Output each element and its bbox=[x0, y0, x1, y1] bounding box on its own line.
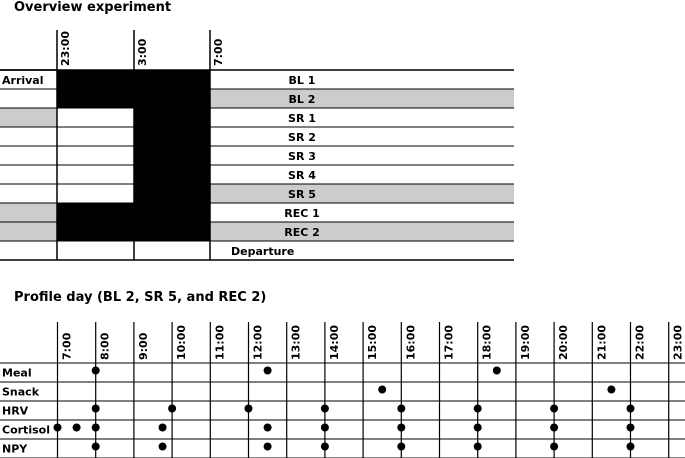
sample-dot-hrv bbox=[550, 405, 558, 413]
row-label-snack: Snack bbox=[2, 385, 40, 399]
sample-dot-cortisol bbox=[264, 424, 272, 432]
highlight-row-rec-2 bbox=[210, 222, 514, 241]
sample-dot-cortisol bbox=[627, 424, 635, 432]
sample-dot-npy bbox=[264, 443, 272, 451]
hour-label: 13:00 bbox=[289, 324, 303, 360]
sample-dot-npy bbox=[92, 443, 100, 451]
evening-block-rec2 bbox=[0, 222, 57, 241]
sample-dot-meal bbox=[92, 367, 100, 375]
sample-dot-cortisol bbox=[159, 424, 167, 432]
hour-label: 18:00 bbox=[480, 324, 494, 360]
evening-block-rec1 bbox=[0, 203, 57, 222]
hour-label: 10:00 bbox=[175, 324, 189, 360]
sample-dot-hrv bbox=[474, 405, 482, 413]
hour-label: 14:00 bbox=[327, 324, 341, 360]
hour-label: 21:00 bbox=[595, 324, 609, 360]
sample-dot-meal bbox=[493, 367, 501, 375]
time-marker-label: 7:00 bbox=[212, 38, 225, 66]
hour-label: 9:00 bbox=[136, 332, 150, 360]
day-label-sr-1: SR 1 bbox=[288, 112, 316, 125]
hour-label: 15:00 bbox=[366, 324, 380, 360]
sample-dot-cortisol bbox=[92, 424, 100, 432]
day-label-sr-3: SR 3 bbox=[288, 150, 316, 163]
row-label-hrv: HRV bbox=[2, 404, 29, 418]
highlight-row-sr-5 bbox=[210, 184, 514, 203]
sample-dot-meal bbox=[264, 367, 272, 375]
sample-dot-cortisol bbox=[397, 424, 405, 432]
sample-dot-npy bbox=[550, 443, 558, 451]
sample-dot-npy bbox=[474, 443, 482, 451]
sample-dot-cortisol bbox=[550, 424, 558, 432]
hour-label: 12:00 bbox=[251, 324, 265, 360]
day-label-bl-1: BL 1 bbox=[288, 74, 316, 87]
sample-dot-npy bbox=[159, 443, 167, 451]
profile-chart bbox=[0, 322, 685, 458]
profile-title: Profile day (BL 2, SR 5, and REC 2) bbox=[14, 290, 267, 305]
sample-dot-hrv bbox=[168, 405, 176, 413]
row-label-npy: NPY bbox=[2, 442, 28, 456]
sample-dot-snack bbox=[378, 386, 386, 394]
sample-dot-npy bbox=[627, 443, 635, 451]
hour-label: 11:00 bbox=[213, 324, 227, 360]
sample-dot-snack bbox=[607, 386, 615, 394]
sample-dot-npy bbox=[321, 443, 329, 451]
time-marker-label: 3:00 bbox=[136, 38, 149, 66]
sample-dot-cortisol bbox=[321, 424, 329, 432]
row-label-meal: Meal bbox=[2, 366, 32, 380]
sample-dot-cortisol bbox=[73, 424, 81, 432]
time-marker-label: 23:00 bbox=[59, 30, 72, 66]
sample-dot-hrv bbox=[92, 405, 100, 413]
sample-dot-hrv bbox=[245, 405, 253, 413]
day-label-rec-2: REC 2 bbox=[284, 226, 320, 239]
hour-label: 23:00 bbox=[671, 324, 685, 360]
hour-label: 7:00 bbox=[60, 332, 74, 360]
sample-dot-cortisol bbox=[54, 424, 62, 432]
day-label-departure: Departure bbox=[231, 245, 295, 258]
hour-label: 8:00 bbox=[98, 332, 112, 360]
hour-label: 16:00 bbox=[404, 324, 418, 360]
hour-label: 19:00 bbox=[518, 324, 532, 360]
day-label-bl-2: BL 2 bbox=[288, 93, 316, 106]
sample-dot-hrv bbox=[321, 405, 329, 413]
sample-dot-cortisol bbox=[474, 424, 482, 432]
row-label-cortisol: Cortisol bbox=[2, 423, 50, 437]
sleep-block-restriction bbox=[134, 108, 210, 203]
day-label-sr-4: SR 4 bbox=[288, 169, 316, 182]
evening-block-sr1 bbox=[0, 108, 57, 127]
hour-label: 20:00 bbox=[557, 324, 571, 360]
overview-title: Overview experiment bbox=[14, 0, 172, 15]
day-label-sr-2: SR 2 bbox=[288, 131, 316, 144]
hour-label: 22:00 bbox=[633, 324, 647, 360]
hour-label: 17:00 bbox=[442, 324, 456, 360]
highlight-row-bl-2 bbox=[210, 89, 514, 108]
day-label-rec-1: REC 1 bbox=[284, 207, 320, 220]
day-label-sr-5: SR 5 bbox=[288, 188, 316, 201]
sample-dot-hrv bbox=[627, 405, 635, 413]
sample-dot-npy bbox=[397, 443, 405, 451]
arrival-label: Arrival bbox=[2, 74, 44, 87]
sample-dot-hrv bbox=[397, 405, 405, 413]
overview-chart bbox=[0, 30, 514, 260]
